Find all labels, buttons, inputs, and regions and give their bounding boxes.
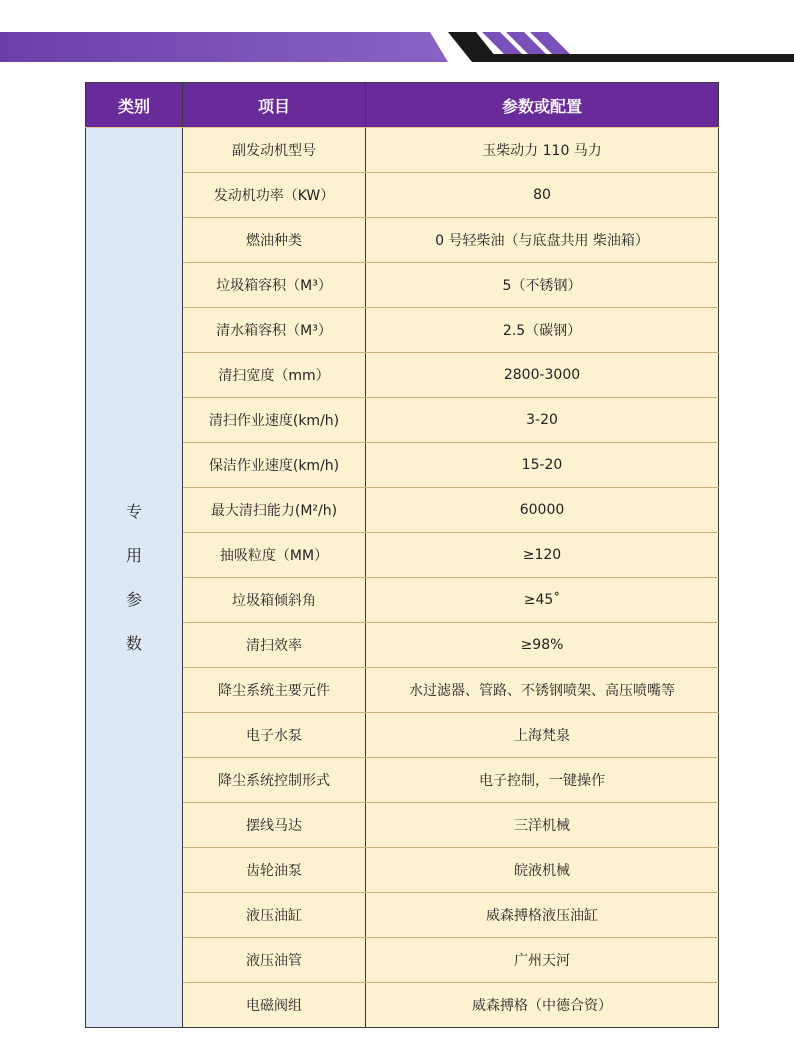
item-cell: 最大清扫能力(M²/h) [183, 488, 366, 533]
purple-band [0, 32, 448, 62]
spec-table [85, 82, 719, 1028]
value-cell: 广州天河 [366, 938, 719, 983]
value-cell: ≥120 [366, 533, 719, 578]
category-cell [86, 128, 183, 1028]
item-cell: 清扫作业速度(km/h) [183, 398, 366, 443]
header-item: 项目 [183, 83, 366, 128]
value-cell: ≥98% [366, 623, 719, 668]
item-cell: 保洁作业速度(km/h) [183, 443, 366, 488]
value-cell: 水过滤器、管路、不锈钢喷架、高压喷嘴等 [366, 668, 719, 713]
value-cell: 玉柴动力 110 马力 [366, 128, 719, 173]
value-cell: 三洋机械 [366, 803, 719, 848]
value-cell: 威森搏格（中德合资） [366, 983, 719, 1028]
item-cell: 清水箱容积（M³） [183, 308, 366, 353]
item-cell: 降尘系统主要元件 [183, 668, 366, 713]
table-header-row [86, 83, 719, 128]
header-category: 类别 [86, 83, 183, 128]
item-cell: 电磁阀组 [183, 983, 366, 1028]
item-cell: 垃圾箱容积（M³） [183, 263, 366, 308]
item-cell: 清扫效率 [183, 623, 366, 668]
category-char: 专 [125, 501, 142, 521]
item-cell: 发动机功率（KW） [183, 173, 366, 218]
header-banner [0, 0, 794, 62]
value-cell: 3-20 [366, 398, 719, 443]
item-cell: 液压油管 [183, 938, 366, 983]
value-cell: 2.5（碳钢） [366, 308, 719, 353]
item-cell: 燃油种类 [183, 218, 366, 263]
category-char: 参 [125, 589, 142, 609]
value-cell: 威森搏格液压油缸 [366, 893, 719, 938]
value-cell: 皖液机械 [366, 848, 719, 893]
item-cell: 齿轮油泵 [183, 848, 366, 893]
value-cell: 15-20 [366, 443, 719, 488]
value-cell: ≥45˚ [366, 578, 719, 623]
value-cell: 0 号轻柴油（与底盘共用 柴油箱） [366, 218, 719, 263]
item-cell: 液压油缸 [183, 893, 366, 938]
category-char: 数 [125, 633, 142, 653]
item-cell: 副发动机型号 [183, 128, 366, 173]
value-cell: 5（不锈钢） [366, 263, 719, 308]
value-cell: 60000 [366, 488, 719, 533]
value-cell: 电子控制，一键操作 [366, 758, 719, 803]
value-cell: 上海梵泉 [366, 713, 719, 758]
item-cell: 垃圾箱倾斜角 [183, 578, 366, 623]
item-cell: 抽吸粒度（MM） [183, 533, 366, 578]
header-value: 参数或配置 [366, 83, 719, 128]
item-cell: 降尘系统控制形式 [183, 758, 366, 803]
category-char: 用 [125, 545, 142, 565]
black-bar [472, 54, 794, 62]
item-cell: 电子水泵 [183, 713, 366, 758]
table-row [86, 128, 719, 173]
value-cell: 2800-3000 [366, 353, 719, 398]
item-cell: 清扫宽度（mm） [183, 353, 366, 398]
banner-graphic [0, 0, 794, 62]
item-cell: 摆线马达 [183, 803, 366, 848]
value-cell: 80 [366, 173, 719, 218]
